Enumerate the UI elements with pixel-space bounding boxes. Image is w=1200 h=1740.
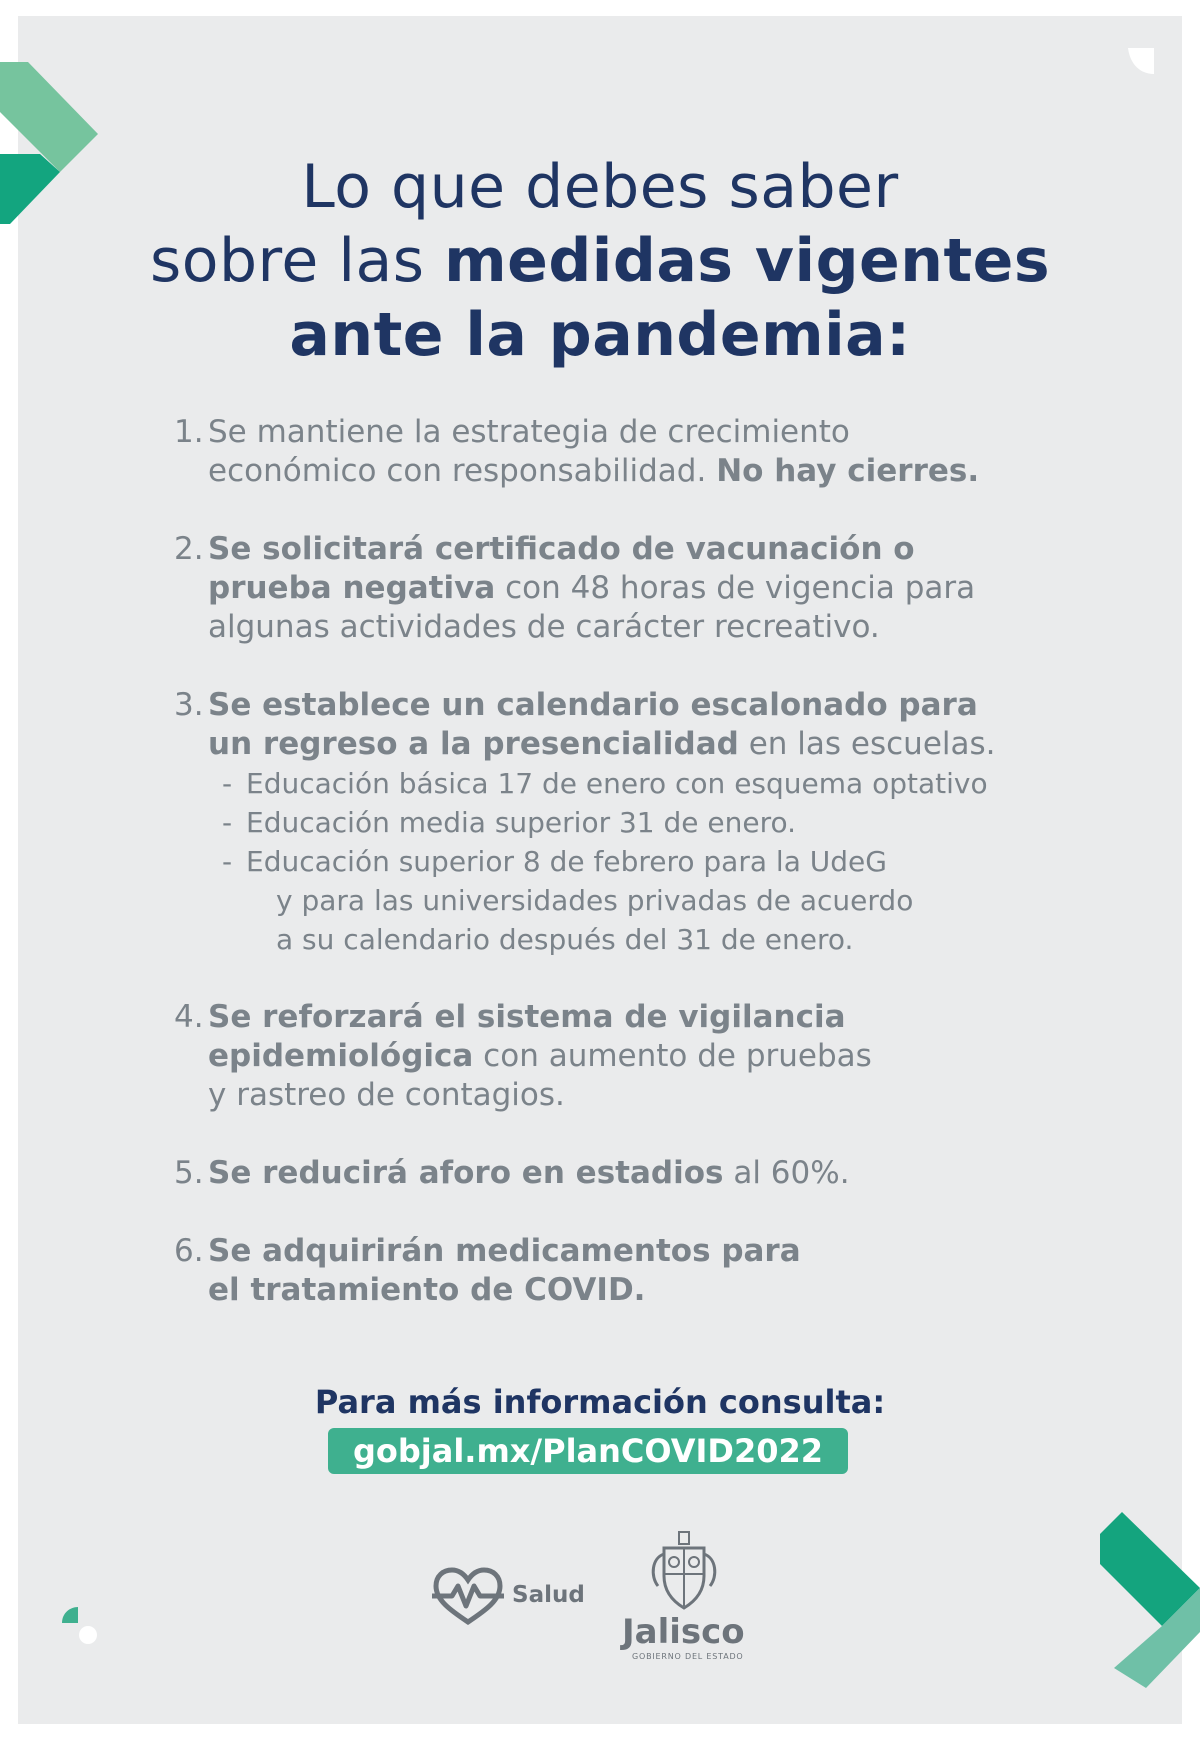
jalisco-label: Jalisco [622,1612,745,1652]
item-text-regular: al 60%. [723,1155,850,1191]
top-right-corner-icon [1128,48,1156,76]
more-info-label: Para más información consulta: [314,1383,886,1421]
sub-item-dash: - [222,806,233,839]
bottom-right-green-chevron-icon [1100,1512,1200,1688]
item-text-bold: Se reforzará el sistema de vigilancia [208,999,846,1035]
item-number: 5. [174,1155,204,1191]
item-text-regular: en las escuelas. [738,726,996,762]
plan-covid-link[interactable]: gobjal.mx/PlanCOVID2022 [328,1428,848,1474]
sub-item-dash: - [222,845,233,878]
item-text-regular: con 48 horas de vigencia para [495,570,976,606]
item-text: y rastreo de contagios. [208,1077,565,1113]
item-text-bold: el tratamiento de COVID. [208,1272,646,1308]
title-line-3: ante la pandemia: [289,300,911,370]
item-text-bold: No hay cierres. [716,453,980,489]
item-text [208,452,1074,491]
sub-item-text: Educación básica 17 de enero con esquema optativo [246,767,988,800]
sub-item-text: a su calendario después del 31 de enero. [276,923,854,956]
list-item [174,1154,1074,1193]
item-text-bold: Se adquirirán medicamentos para [208,1233,801,1269]
sub-item-text: y para las universidades privadas de acuerdo [276,884,914,917]
sub-item [222,842,1074,959]
title-line-2-bold: medidas vigentes [444,226,1051,296]
item-number: 4. [174,999,204,1035]
gobierno-label: GOBIERNO DEL ESTADO [632,1652,744,1661]
list-item [174,1232,1074,1310]
sub-item-text: Educación superior 8 de febrero para la UdeG [246,845,887,878]
item-text [208,1037,1074,1076]
item-number: 3. [174,687,204,723]
item-text-bold: epidemiológica [208,1038,474,1074]
list-item [174,530,1074,647]
item-text-regular: con aumento de pruebas [473,1038,872,1074]
item-number: 6. [174,1233,204,1269]
item-number: 2. [174,531,204,567]
item-number: 1. [174,414,204,450]
title-line-1: Lo que debes saber [301,152,899,222]
poster-title [0,150,1200,372]
item-text [208,1154,1074,1193]
salud-label: Salud [512,1582,585,1608]
item-text-bold: Se reducirá aforo en estadios [208,1155,724,1191]
jalisco-coat-of-arms-icon [646,1530,722,1612]
item-text-bold: Se solicitará certificado de vacunación o [208,531,915,567]
sub-item-text: Educación media superior 31 de enero. [246,806,797,839]
list-item [174,413,1074,491]
list-item [174,686,1074,959]
item-text [208,725,1074,764]
sub-item [222,764,1074,803]
bottom-left-dots-icon [60,1605,100,1645]
item-text-bold: Se establece un calendario escalonado para [208,687,978,723]
list-item [174,998,1074,1115]
item-text-regular: económico con responsabilidad. [208,453,717,489]
item-text-bold: un regreso a la presencialidad [208,726,739,762]
title-line-2 [0,224,1200,298]
item-text: algunas actividades de carácter recreativo. [208,609,880,645]
item-text [208,569,1074,608]
measures-list [174,413,1074,1349]
item-text-bold: prueba negativa [208,570,496,606]
title-line-2-regular: sobre las [149,226,445,296]
sub-item [222,803,1074,842]
item-text: Se mantiene la estrategia de crecimiento [208,414,850,450]
sub-item-dash: - [222,767,233,800]
salud-logo-icon [430,1566,506,1626]
